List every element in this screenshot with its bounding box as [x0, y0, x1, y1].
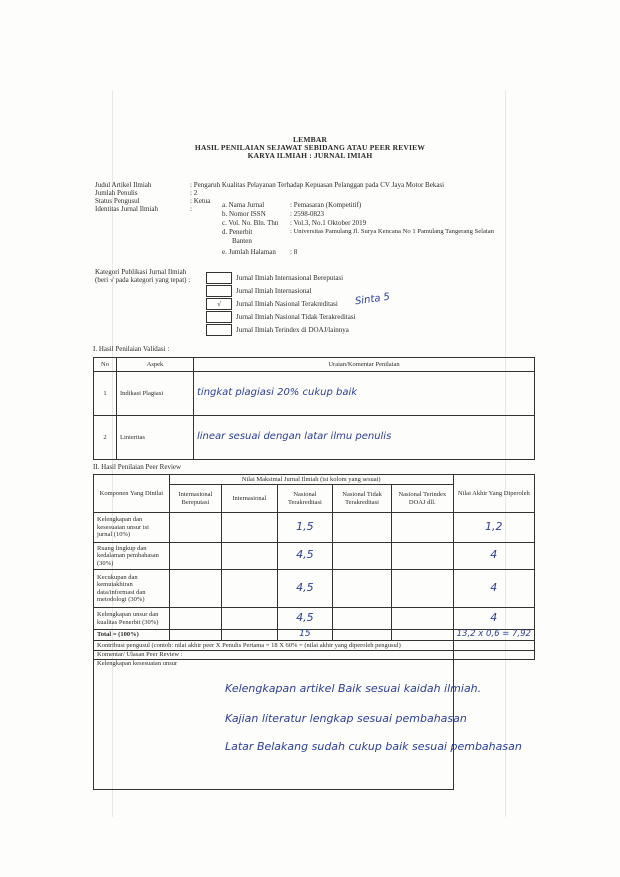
- cell: [222, 570, 278, 608]
- handwritten-score: 4: [490, 548, 498, 562]
- nasional-cell: [277, 608, 333, 630]
- akhir-cell: [453, 513, 534, 543]
- akhir-cell: [453, 608, 534, 630]
- kategori-item: Jurnal Ilmiah Nasional Tidak Terakreditasi: [236, 313, 356, 321]
- subcol-header: Nasional Tidak Terakreditasi: [333, 485, 392, 513]
- title-line-3: KARYA ILMIAH : JURNAL IMIAH: [247, 151, 373, 160]
- cell: [169, 570, 221, 608]
- table-row: [94, 570, 535, 608]
- col-no: No: [94, 358, 117, 372]
- kategori-checkbox[interactable]: [206, 324, 232, 336]
- field-value: : Universitas Pamulang Jl. Surya Kencana No 1 Pamulang Tangerang Selatan: [290, 228, 494, 235]
- handwritten-total: 13,2 x 0,6 = 7,92: [456, 629, 531, 640]
- row-comment-cell: [194, 372, 535, 416]
- identitas-label: Identitas Jurnal Ilmiah: [95, 205, 158, 213]
- kategori-item: Jurnal Ilmiah Internasional Bereputasi: [236, 274, 344, 282]
- kategori-checkbox[interactable]: [206, 285, 232, 297]
- cell: [222, 608, 278, 630]
- cell: [453, 651, 534, 660]
- table-row: [94, 372, 535, 416]
- handwritten-score: 4,5: [296, 610, 314, 624]
- cell: [333, 608, 392, 630]
- handwritten-sinta: Sinta 5: [354, 291, 391, 308]
- handwritten-score: 4,5: [296, 580, 314, 594]
- kategori-item: Jurnal Ilmiah Nasional Terakreditasi: [236, 300, 338, 308]
- komponen-label: Kecukupan dan kemutakhiran data/informasi dan metodologi (30%): [94, 570, 170, 608]
- status-value: : Ketua: [190, 197, 211, 205]
- handwritten-comment: tingkat plagiasi 20% cukup baik: [197, 387, 358, 399]
- cell: [222, 543, 278, 570]
- jumlah-label: Jumlah Penulis: [95, 189, 138, 197]
- handwritten-comment-line: Kajian literatur lengkap sesuai pembahasan: [225, 712, 467, 725]
- total-row: [94, 630, 535, 641]
- title-line-2: HASIL PENILAIAN SEJAWAT SEBIDANG ATAU PEER REVIEW: [194, 143, 426, 152]
- handwritten-comment-line: Latar Belakang sudah cukup baik sesuai pembahasan: [225, 740, 522, 753]
- kategori-label: Kategori Publikasi Jurnal Ilmiah: [95, 268, 187, 276]
- subcol-header: Internasional: [222, 485, 278, 513]
- field-value: : Vol.3, No.1 Oktober 2019: [290, 219, 367, 227]
- nasional-cell: [277, 513, 333, 543]
- kategori-checkbox[interactable]: [206, 311, 232, 323]
- identitas-colon: :: [190, 205, 192, 213]
- validasi-table: [93, 357, 535, 460]
- nasional-cell: [277, 570, 333, 608]
- cell: [169, 630, 221, 641]
- akhir-header: Nilai Akhir Yang Diperoleh: [453, 475, 534, 513]
- cell: [391, 608, 453, 630]
- handwritten-comment: linear sesuai dengan latar ilmu penulis: [197, 431, 392, 443]
- komponen-header: Komponen Yang Dinilai: [94, 475, 170, 513]
- kategori-item: Jurnal Ilmiah Internasional: [236, 287, 312, 295]
- table-row: [94, 513, 535, 543]
- field-value: : 8: [290, 248, 298, 256]
- cell: [222, 630, 278, 641]
- handwritten-score: 1,2: [485, 519, 503, 533]
- col-aspek: Aspek: [117, 358, 194, 372]
- kategori-instruction: (beri √ pada kategori yang tepat) :: [95, 276, 191, 284]
- field-label: b. Nomor ISSN: [222, 210, 266, 218]
- row-no: 1: [94, 372, 117, 416]
- section1-heading: I. Hasil Penilaian Validasi :: [93, 345, 170, 353]
- table-row: [94, 543, 535, 570]
- field-label: e. Jumlah Halaman: [222, 248, 276, 256]
- subcol-header: Nasional Terakreditasi: [277, 485, 333, 513]
- table-row: [94, 608, 535, 630]
- komponen-label: Ruang lingkup dan kedalaman pembahasan (30%): [94, 543, 170, 570]
- jumlah-value: : 2: [190, 189, 198, 197]
- handwritten-score: 1,5: [296, 519, 314, 533]
- handwritten-total: 15: [299, 629, 311, 640]
- kategori-checkbox[interactable]: [206, 272, 232, 284]
- subcol-header: Nasional Terindex DOAJ dll.: [391, 485, 453, 513]
- field-value-cont: Banten: [232, 237, 252, 245]
- cell: [333, 543, 392, 570]
- akhir-cell: [453, 570, 534, 608]
- judul-value: : Pengaruh Kualitas Pelayanan Terhadap Kepuasan Pelanggan pada CV Jaya Motor Bekasi: [190, 181, 445, 189]
- akhir-cell: [453, 543, 534, 570]
- field-value: : 2598-0823: [290, 210, 325, 218]
- komponen-label: Kelengkapan dan kesesuaian unsur isi jurnal (10%): [94, 513, 170, 543]
- nilai-header: Nilai Maksimal Jurnal Ilmiah (isi kolom yang sesuai): [169, 475, 453, 485]
- cell: [453, 641, 534, 651]
- kontribusi-text: Kontribusi pengusul (contoh: nilai akhir peer X Penulis Pertama = 18 X 60% = (nilai akhir yang diperoleh pengusul): [94, 641, 454, 651]
- cell: [169, 513, 221, 543]
- komentar-label: Komentar/ Ulasan Peer Review :: [94, 651, 454, 660]
- total-label: Total = (100%): [94, 630, 170, 641]
- title-line-1: LEMBAR: [292, 135, 328, 144]
- kelengkapan-label: Kelengkapan kesesuaian unsur: [97, 660, 178, 667]
- field-label: a. Nama Jurnal: [222, 201, 265, 209]
- table-row: [94, 416, 535, 460]
- handwritten-score: 4: [490, 580, 498, 594]
- status-label: Status Pengusul: [95, 197, 140, 205]
- handwritten-comment-line: Kelengkapan artikel Baik sesuai kaidah ilmiah.: [225, 682, 482, 695]
- judul-label: Judul Artikel Ilmiah: [95, 181, 152, 189]
- row-aspek: Indikasi Plagiasi: [117, 372, 194, 416]
- komponen-label: Kelengkapan unsur dan kualitas Penerbit (30%): [94, 608, 170, 630]
- row-comment-cell: [194, 416, 535, 460]
- row-aspek: Linieritas: [117, 416, 194, 460]
- cell: [391, 543, 453, 570]
- cell: [391, 570, 453, 608]
- cell: [391, 513, 453, 543]
- total-akhir-cell: [453, 630, 534, 641]
- total-nasional-cell: [277, 630, 333, 641]
- cell: [333, 513, 392, 543]
- row-no: 2: [94, 416, 117, 460]
- cell: [169, 543, 221, 570]
- cell: [222, 513, 278, 543]
- handwritten-score: 4: [490, 610, 498, 624]
- field-label: d. Penerbit: [222, 228, 253, 236]
- subcol-header: Internasional Bereputasi: [169, 485, 221, 513]
- handwritten-score: 4,5: [296, 548, 314, 562]
- cell: [391, 630, 453, 641]
- cell: [169, 608, 221, 630]
- cell: [333, 630, 392, 641]
- cell: [333, 570, 392, 608]
- kategori-item: Jurnal Ilmiah Terindex di DOAJ/lainnya: [236, 326, 349, 334]
- field-label: c. Vol. No. Bln. Thn: [222, 219, 279, 227]
- section2-heading: II. Hasil Penilaian Peer Review: [93, 463, 182, 471]
- kategori-checkbox[interactable]: √: [206, 298, 232, 310]
- col-uraian: Uraian/Komentar Penilaian: [194, 358, 535, 372]
- field-value: : Pemasaran (Kompetitif): [290, 201, 362, 209]
- nasional-cell: [277, 543, 333, 570]
